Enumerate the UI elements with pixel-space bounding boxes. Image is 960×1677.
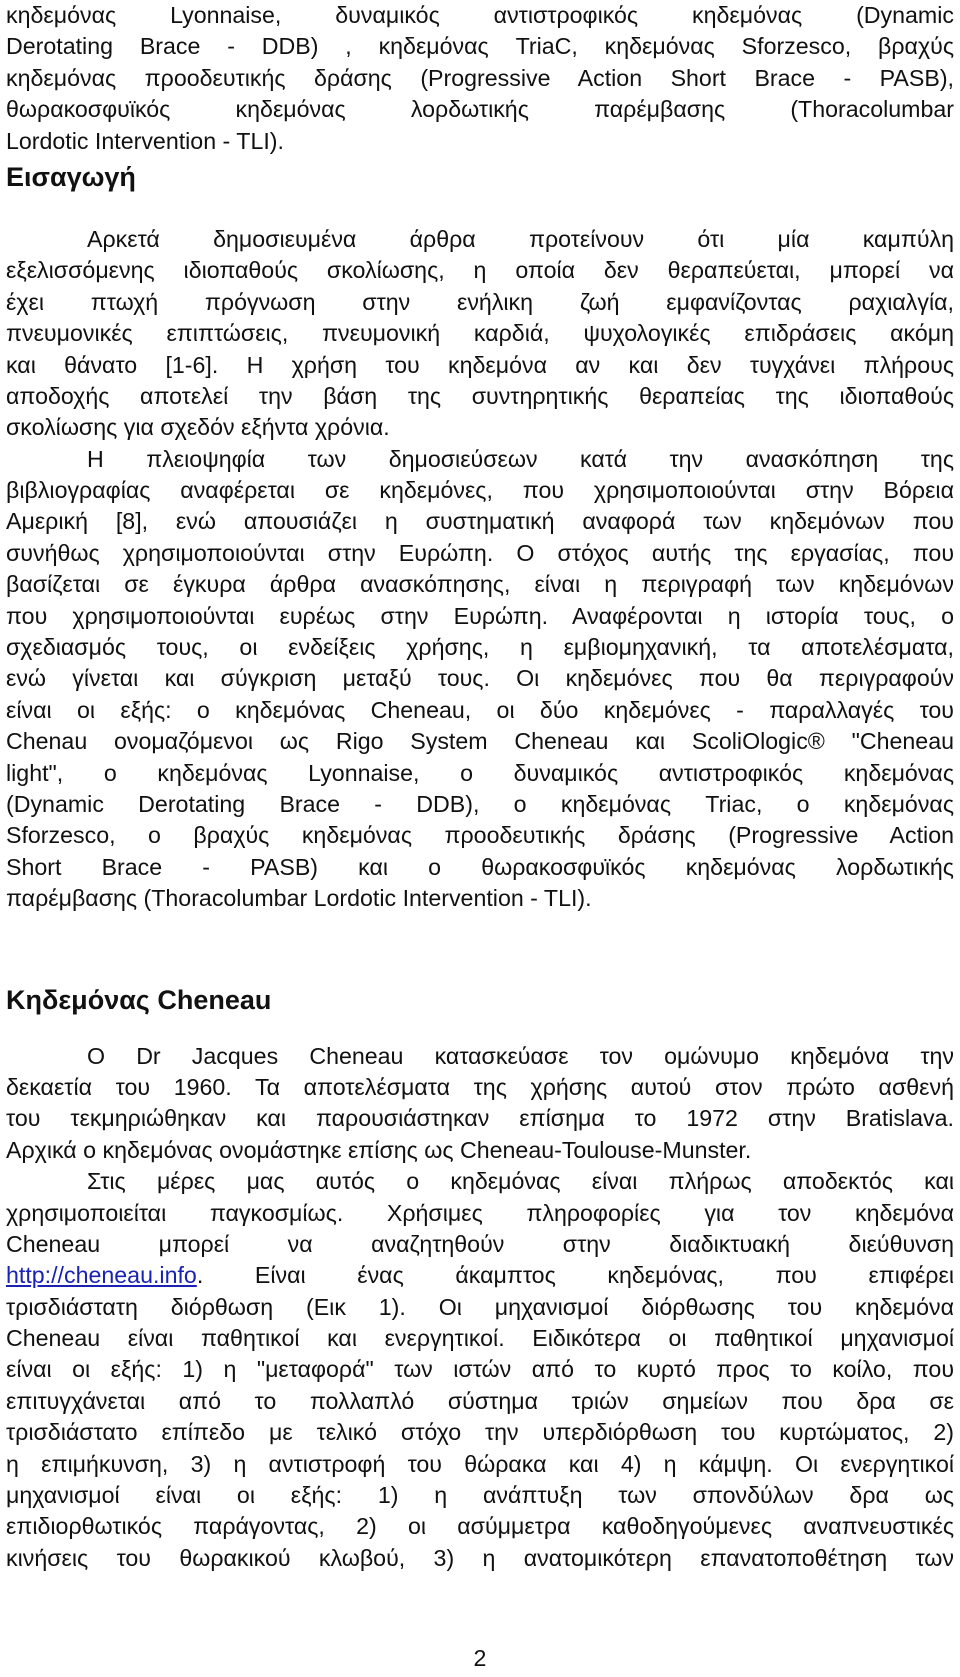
text-line: Η πλειοψηφία των δημοσιεύσεων κατά την ανασκόπηση της [87,445,954,472]
text-line: επιδιορθωτικός παράγοντας, 2) οι ασύμμετρα καθοδηγούμενες αναπνευστικές [6,1513,954,1540]
text-line: τρισδιάστατη διόρθωση (Εικ 1). Οι μηχανισμοί διόρθωσης του κηδεμόνα [6,1293,954,1320]
text-line: Chenau ονομαζόμενοι ως Rigo System Cheneau και ScoliOlogic® "Cheneau [6,728,954,755]
text-line: είναι οι εξής: 1) η "μεταφορά" των ιστών από το κυρτό προς το κοίλο, που [6,1356,954,1383]
section-heading-introduction: Εισαγωγή [6,161,136,192]
text-line: Cheneau μπορεί να αναζητηθούν στην διαδικτυακή διεύθυνση [6,1230,954,1257]
text-line: του τεκμηριώθηκαν και παρουσιάστηκαν επίσημα το 1972 στην Bratislava. [6,1105,954,1132]
text-line: συνήθως χρησιμοποιούνται στην Ευρώπη. Ο στόχος αυτής της εργασίας, που [6,539,954,566]
text-line: εξελισσόμενης ιδιοπαθούς σκολίωσης, η οποία δεν θεραπεύεται, μπορεί να [6,257,954,284]
text-line: βιβλιογραφίας αναφέρεται σε κηδεμόνες, που χρησιμοποιούνται στην Βόρεια [6,477,954,504]
text-line: Lordotic Intervention - TLI). [6,127,284,154]
text-line: δεκαετία του 1960. Τα αποτελέσματα της χρήσης αυτού στον πρώτο ασθενή [6,1073,954,1100]
text-line-with-link [6,1260,954,1291]
document-page [6,0,954,1574]
text-line: (Dynamic Derotating Brace - DDB), ο κηδεμόνας Triac, ο κηδεμόνας [6,790,954,817]
text-line: Στις μέρες μας αυτός ο κηδεμόνας είναι πλήρως αποδεκτός και [87,1168,954,1195]
text-line: Ο Dr Jacques Cheneau κατασκεύασε τον ομώνυμο κηδεμόνα την [87,1042,954,1069]
text-line: παρέμβασης (Thoracolumbar Lordotic Intervention - TLI). [6,885,592,912]
cheneau-paragraph-1 [6,1041,954,1167]
text-line: ενώ γίνεται και σύγκριση μεταξύ τους. Οι κηδεμόνες που θα περιγραφούν [6,665,954,692]
text-line: επιτυγχάνεται από το πολλαπλό σύστημα τριών σημείων που δρα σε [6,1387,954,1414]
text-line: Αμερική [8], ενώ απουσιάζει η συστηματική αναφορά των κηδεμόνων που [6,508,954,535]
page-number: 2 [473,1645,487,1671]
text-line: light", ο κηδεμόνας Lyonnaise, ο δυναμικός αντιστροφικός κηδεμόνας [6,759,954,786]
section-heading-cheneau: Κηδεμόνας Cheneau [6,984,272,1015]
text-line: Derotating Brace - DDB) , κηδεμόνας TriaC, κηδεμόνας Sforzesco, βραχύς [6,33,954,60]
text-line: τρισδιάστατο επίπεδο με τελικό στόχο την υπερδιόρθωση του κυρτώματος, 2) [6,1419,954,1446]
text-line: Αρχικά ο κηδεμόνας ονομάστηκε επίσης ως Cheneau-Toulouse-Munster. [6,1136,752,1163]
text-line: θωρακοσφυϊκός κηδεμόνας λορδωτικής παρέμβασης (Thoracolumbar [6,96,954,123]
text-line: βασίζεται σε έγκυρα άρθρα ανασκόπησης, είναι η περιγραφή των κηδεμόνων [6,571,954,598]
text-line: Αρκετά δημοσιευμένα άρθρα προτείνουν ότι μία καμπύλη [87,225,954,252]
text-line: που χρησιμοποιούνται ευρέως στην Ευρώπη. Αναφέρονται η ιστορία τους, ο [6,602,954,629]
text-line: σκολίωσης για σχεδόν εξήντα χρόνια. [6,414,390,441]
text-line: μηχανισμοί είναι οι εξής: 1) η ανάπτυξη των σπονδύλων δρα ως [6,1482,954,1509]
text-line: είναι οι εξής: ο κηδεμόνας Cheneau, οι δύο κηδεμόνες - παραλλαγές του [6,696,954,723]
text-line: έχει πτωχή πρόγνωση στην ενήλικη ζωή εμφανίζοντας ραχιαλγία, [6,288,954,315]
text-line: αποδοχής αποτελεί την βάση της συντηρητικής θεραπείας της ιδιοπαθούς [6,382,954,409]
intro-paragraph-1 [6,224,954,444]
text-line: κινήσεις του θωρακικού κλωβού, 3) η ανατομικότερη επανατοποθέτηση των [6,1544,954,1571]
text-line: κηδεμόνας προοδευτικής δράσης (Progressive Action Short Brace - PASB), [6,64,954,91]
cheneau-website-link[interactable]: http://cheneau.info [6,1262,197,1289]
text-span: . Είναι ένας άκαμπτος κηδεμόνας, που επιφέρει [196,1262,954,1289]
text-line: σχεδιασμός τους, οι ενδείξεις χρήσης, η εμβιομηχανική, τα αποτελέσματα, [6,634,954,661]
text-line: και θάνατο [1-6]. Η χρήση του κηδεμόνα αν και δεν τυγχάνει πλήρους [6,351,954,378]
text-line: Sforzesco, ο βραχύς κηδεμόνας προοδευτικής δράσης (Progressive Action [6,822,954,849]
text-line: χρησιμοποιείται παγκοσμίως. Χρήσιμες πληροφορίες για τον κηδεμόνα [6,1199,954,1226]
text-line: Short Brace - PASB) και ο θωρακοσφυϊκός κηδεμόνας λορδωτικής [6,853,954,880]
cheneau-paragraph-2 [6,1166,954,1574]
text-line: κηδεμόνας Lyonnaise, δυναμικός αντιστροφικός κηδεμόνας (Dynamic [6,2,954,28]
text-line: Cheneau είναι παθητικοί και ενεργητικοί. Ειδικότερα οι παθητικοί μηχανισμοί [6,1325,954,1352]
intro-paragraph-2 [6,444,954,915]
top-paragraph [6,0,954,157]
text-line: η επιμήκυνση, 3) η αντιστροφή του θώρακα και 4) η κάμψη. Οι ενεργητικοί [6,1450,954,1477]
text-line: πνευμονικές επιπτώσεις, πνευμονική καρδιά, ψυχολογικές επιδράσεις ακόμη [6,320,954,347]
